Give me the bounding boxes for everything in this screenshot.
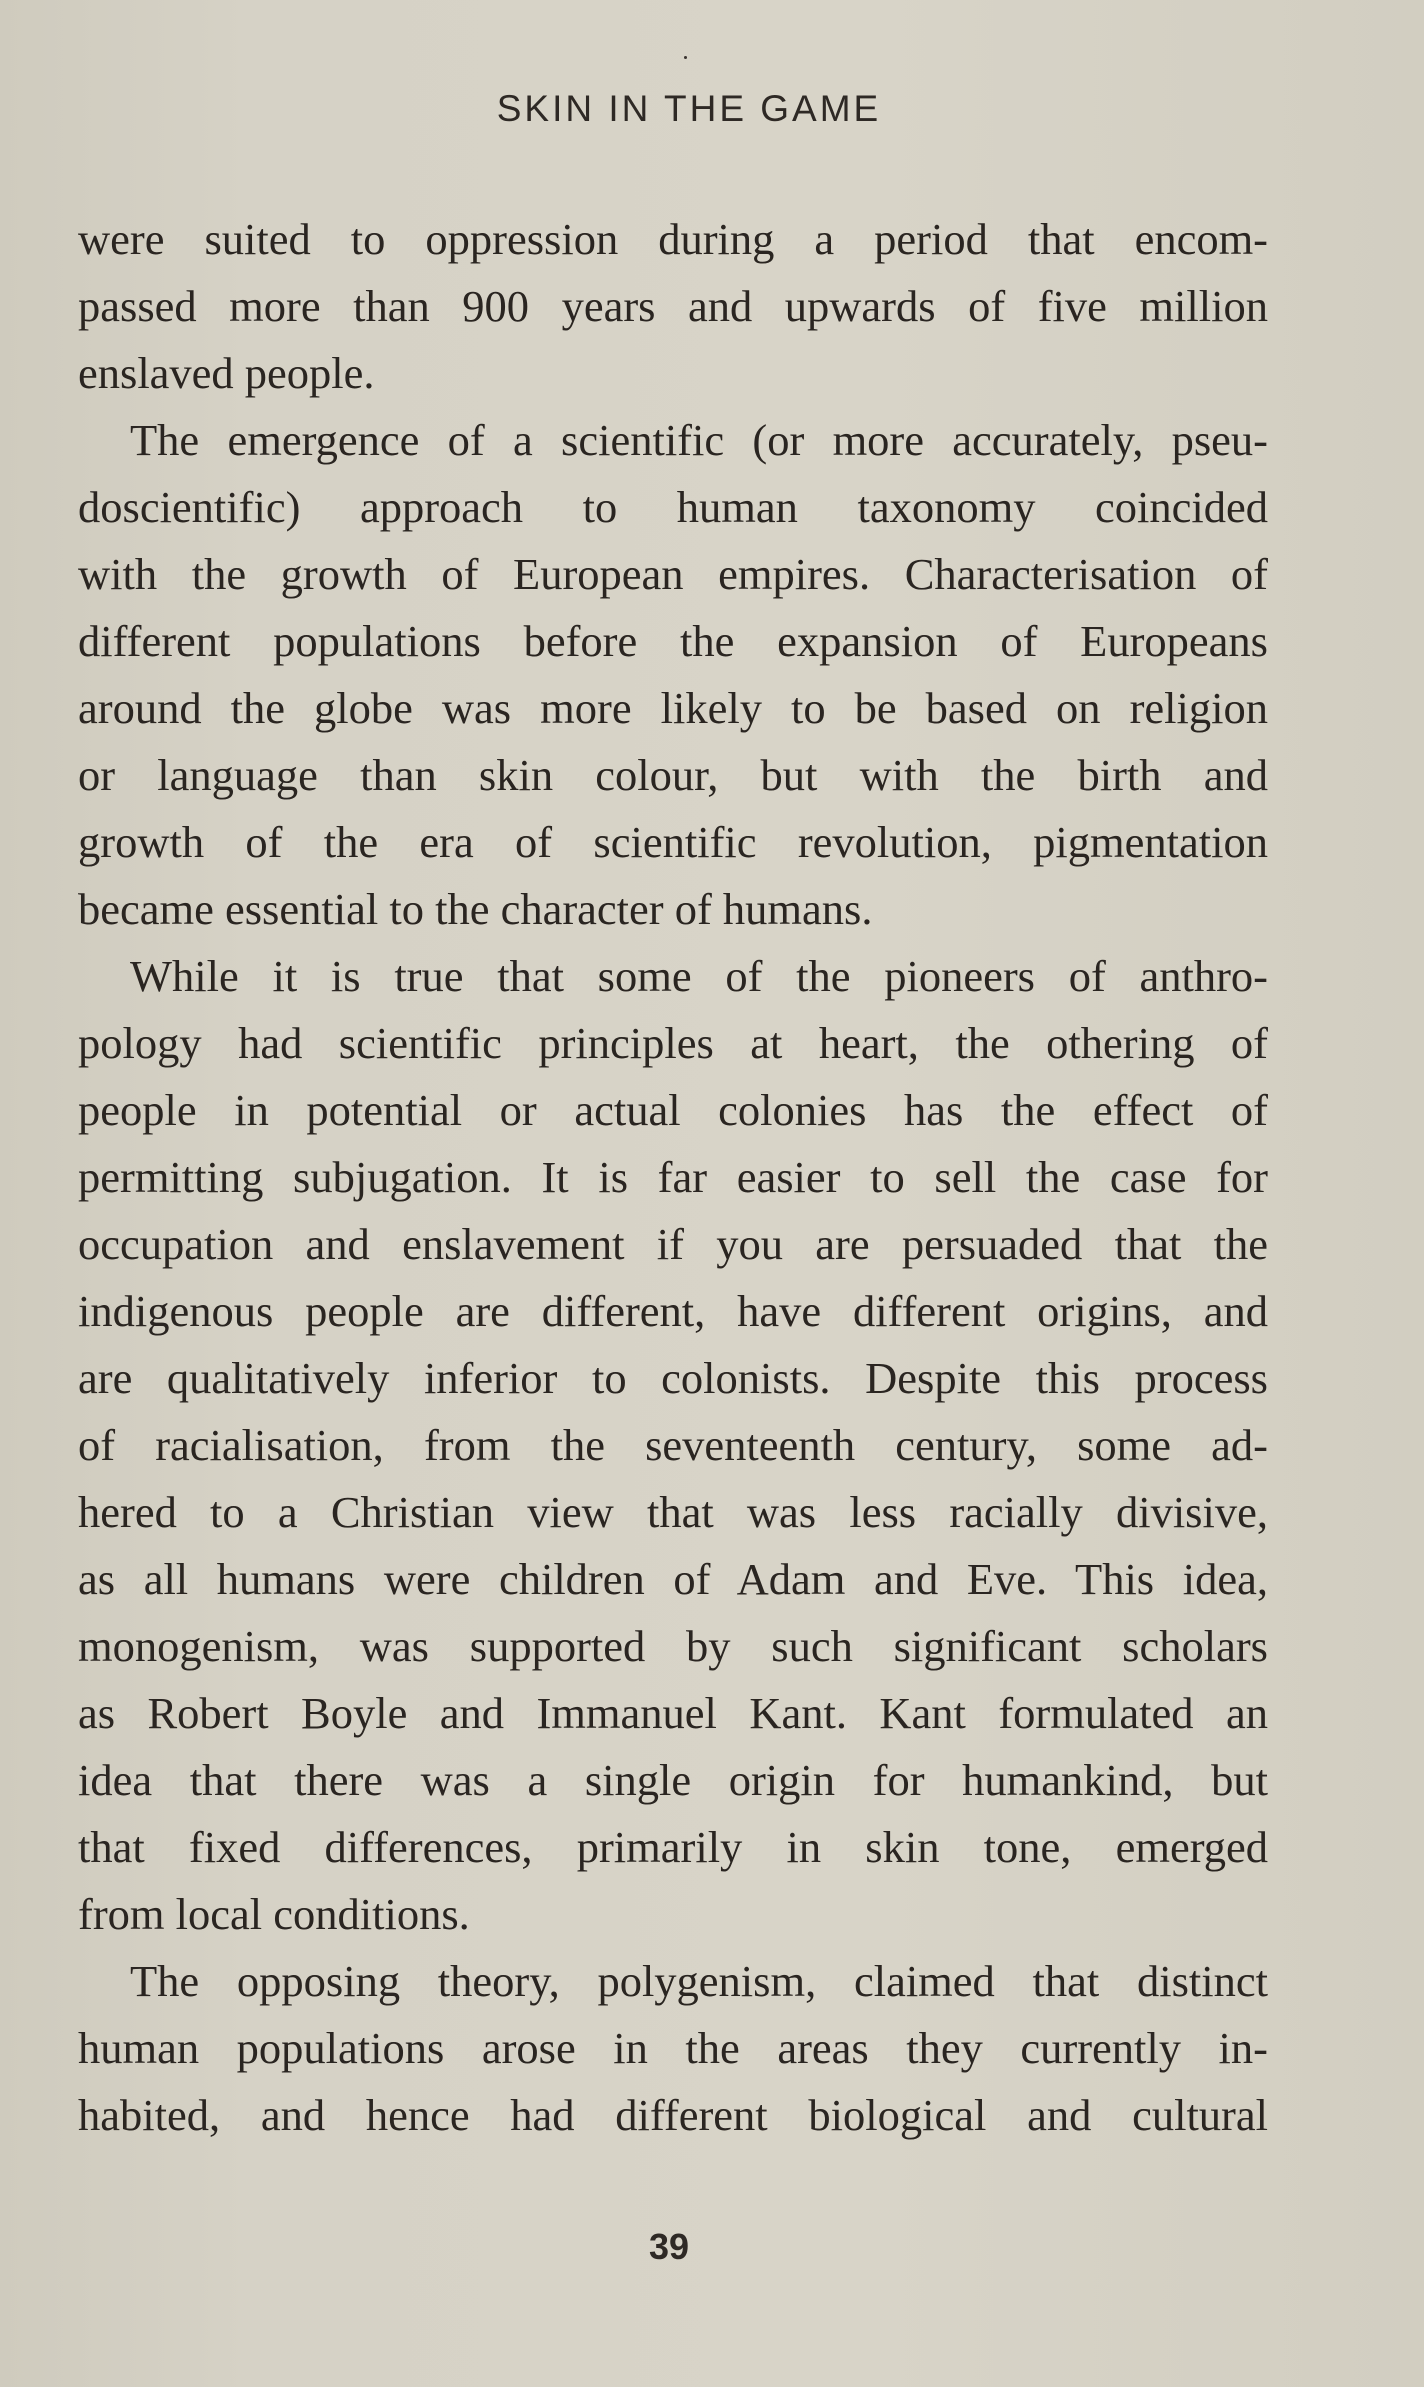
text-line: hered to a Christian view that was less racially divisive, — [78, 1487, 1268, 1537]
text-line: monogenism, was supported by such significant scholars — [78, 1621, 1268, 1671]
text-line: around the globe was more likely to be based on religion — [78, 683, 1268, 733]
text-line: with the growth of European empires. Characterisation of — [78, 549, 1268, 599]
body-text — [78, 206, 1268, 2149]
text-line: that fixed differences, primarily in skin tone, emerged — [78, 1822, 1268, 1872]
text-line: different populations before the expansion of Europeans — [78, 616, 1268, 666]
text-line: or language than skin colour, but with the birth and — [78, 750, 1268, 800]
text-line: were suited to oppression during a period that encom- — [78, 214, 1268, 264]
page-mark — [684, 56, 687, 59]
text-line: habited, and hence had different biological and cultural — [78, 2090, 1268, 2140]
text-line: idea that there was a single origin for humankind, but — [78, 1755, 1268, 1805]
text-line: pology had scientific principles at heart, the othering of — [78, 1018, 1268, 1068]
text-line: The emergence of a scientific (or more accurately, pseu- — [130, 415, 1268, 465]
running-header: SKIN IN THE GAME — [496, 88, 882, 129]
text-line: occupation and enslavement if you are persuaded that the — [78, 1219, 1268, 1269]
text-line: doscientific) approach to human taxonomy coincided — [78, 482, 1268, 532]
text-line: became essential to the character of humans. — [78, 884, 873, 934]
text-line: passed more than 900 years and upwards of five million — [78, 281, 1268, 331]
text-line: as Robert Boyle and Immanuel Kant. Kant formulated an — [78, 1688, 1268, 1738]
text-line: The opposing theory, polygenism, claimed that distinct — [130, 1956, 1268, 2006]
text-line: enslaved people. — [78, 348, 375, 398]
page-number: 39 — [648, 2226, 690, 2267]
text-line: indigenous people are different, have different origins, and — [78, 1286, 1268, 1336]
text-line: of racialisation, from the seventeenth century, some ad- — [78, 1420, 1268, 1470]
text-line: While it is true that some of the pioneers of anthro- — [130, 951, 1268, 1001]
text-line: growth of the era of scientific revolution, pigmentation — [78, 817, 1268, 867]
text-line: human populations arose in the areas they currently in- — [78, 2023, 1268, 2073]
text-line: people in potential or actual colonies has the effect of — [78, 1085, 1268, 1135]
text-line: as all humans were children of Adam and Eve. This idea, — [78, 1554, 1268, 1604]
text-line: are qualitatively inferior to colonists. Despite this process — [78, 1353, 1268, 1403]
text-line: permitting subjugation. It is far easier to sell the case for — [78, 1152, 1268, 1202]
text-line: from local conditions. — [78, 1889, 470, 1939]
